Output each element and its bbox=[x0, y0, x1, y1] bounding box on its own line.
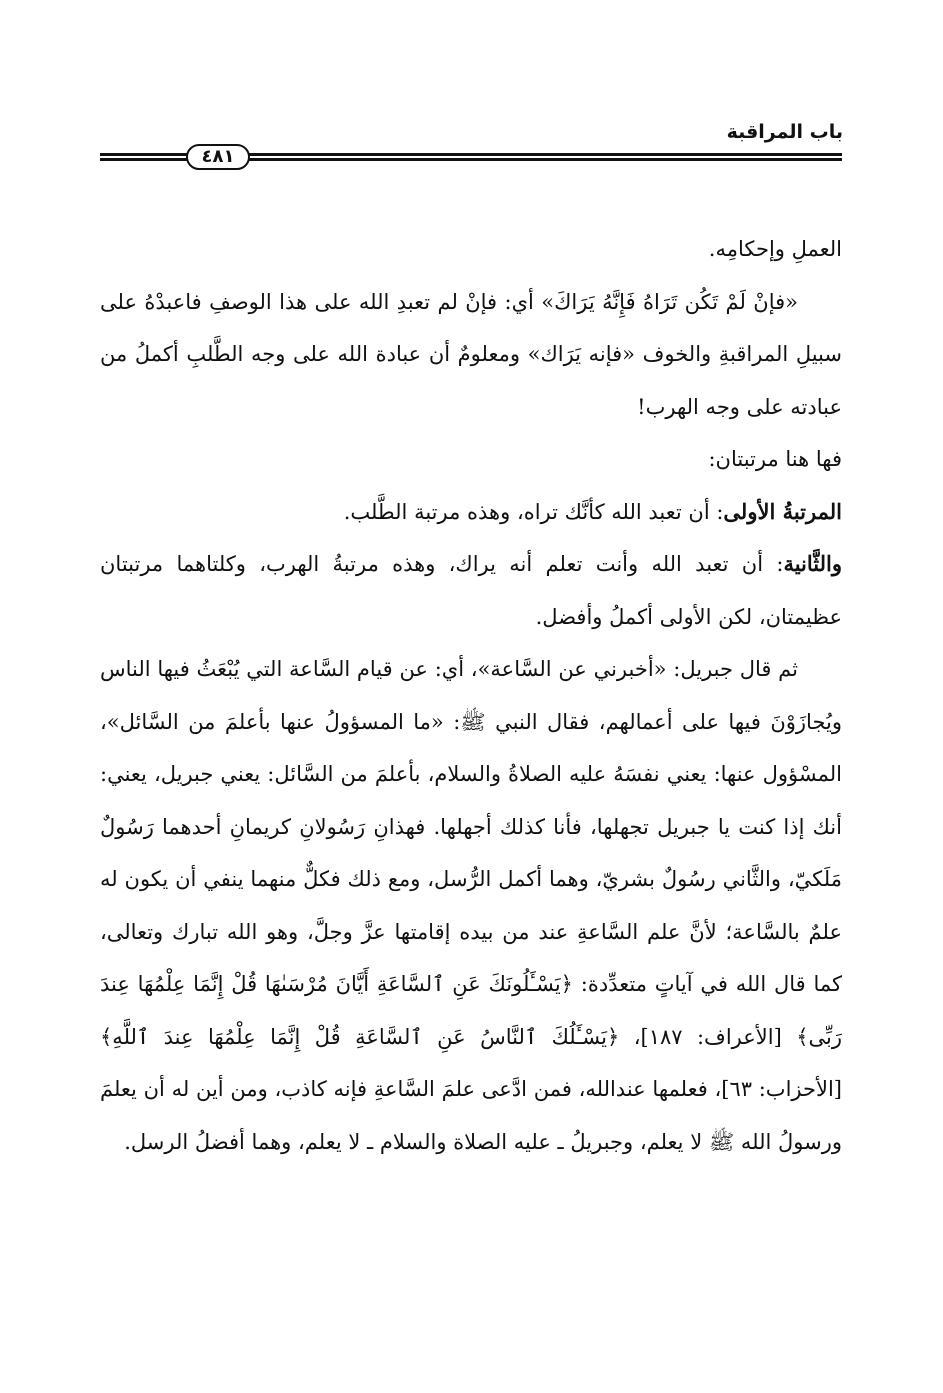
paragraph-continuation: العملِ وإحكامِه. bbox=[708, 237, 842, 261]
header-rule bbox=[100, 144, 842, 172]
page-number: ٤٨١ bbox=[186, 144, 250, 170]
paragraph-first-rank bbox=[100, 486, 842, 539]
paragraph-two-ranks: فها هنا مرتبتان: bbox=[708, 447, 842, 471]
body-text bbox=[100, 223, 842, 1168]
first-rank-text: : أن تعبد الله كأنَّك تراه، وهذه مرتبة الطَّلب. bbox=[343, 499, 724, 524]
paragraph-hour-question: ثم قال جبريل: «أخبرني عن السَّاعة»، أي: عن قيام السَّاعة التي يُبْعَثُ فيها الناس ويُجازَوْنَ فيها على أعمالهم، فقال النبي ﷺ: «ما المسؤولُ عنها بأعلمَ من السَّائل»، المسْؤول عنها: يعني نفسَهُ عليه الصلاةُ والسلام، بأعلمَ من السَّائل: يعني جبريل، يعني: أنك إذا كنت يا جبريل تجهلها، فأنا كذلك أجهلها. فهذانِ رَسُولانِ كريمانِ أحدهما رَسُولٌ مَلَكيّ، والثَّاني رسُولٌ بشريّ، وهما أكمل الرُّسل، ومع ذلك فكلٌّ منهما ينفي أن يكون له علمٌ بالسَّاعة؛ لأنَّ علم السَّاعةِ عند من بيده إقامتها عزَّ وجلَّ، وهو الله تبارك وتعالى، كما قال الله في آياتٍ متعدِّدة: ﴿يَسْـَٔلُونَكَ عَنِ ٱلسَّاعَةِ أَيَّانَ مُرْسَىٰهَا قُلْ إِنَّمَا عِلْمُهَا عِندَ رَبِّى﴾ [الأعراف: ١٨٧]، ﴿يَسْـَٔلُكَ ٱلنَّاسُ عَنِ ٱلسَّاعَةِ قُلْ إِنَّمَا عِلْمُهَا عِندَ ٱللَّهِ﴾ [الأحزاب: ٦٣]، فعلمها عندالله، فمن ادَّعى علمَ السَّاعةِ فإنه كاذب، ومن أين له أن يعلمَ ورسولُ الله ﷺ لا يعلم، وجبريلُ ـ عليه الصلاة والسلام ـ لا يعلم، وهما أفضلُ الرسل. bbox=[100, 657, 842, 1154]
second-rank-text: : أن تعبد الله وأنت تعلم أنه يراك، وهذه مرتبةُ الهرب، وكلتاهما مرتبتان عظيمتان، لكن الأولى أكملُ وأفضل. bbox=[100, 552, 842, 629]
first-rank-label: المرتبةُ الأولى bbox=[723, 498, 842, 524]
rule-right-segment bbox=[248, 153, 842, 161]
running-title: باب المراقبة bbox=[726, 121, 843, 143]
paragraph-hadith-explanation: «فإنْ لَمْ تَكُن تَرَاهُ فَإِنَّهُ يَرَاكَ» أي: فإنْ لم تعبدِ الله على هذا الوصفِ فاعبدْهُ على سبيلِ المراقبةِ والخوف «فإنه يَرَاك» ومعلومٌ أن عبادة الله على وجه الطَّلبِ أكملُ من عبادته على وجه الهرب! bbox=[100, 289, 842, 419]
rule-left-segment bbox=[100, 153, 188, 161]
paragraph-second-rank bbox=[100, 538, 842, 643]
second-rank-label: والثَّانية bbox=[783, 551, 842, 576]
